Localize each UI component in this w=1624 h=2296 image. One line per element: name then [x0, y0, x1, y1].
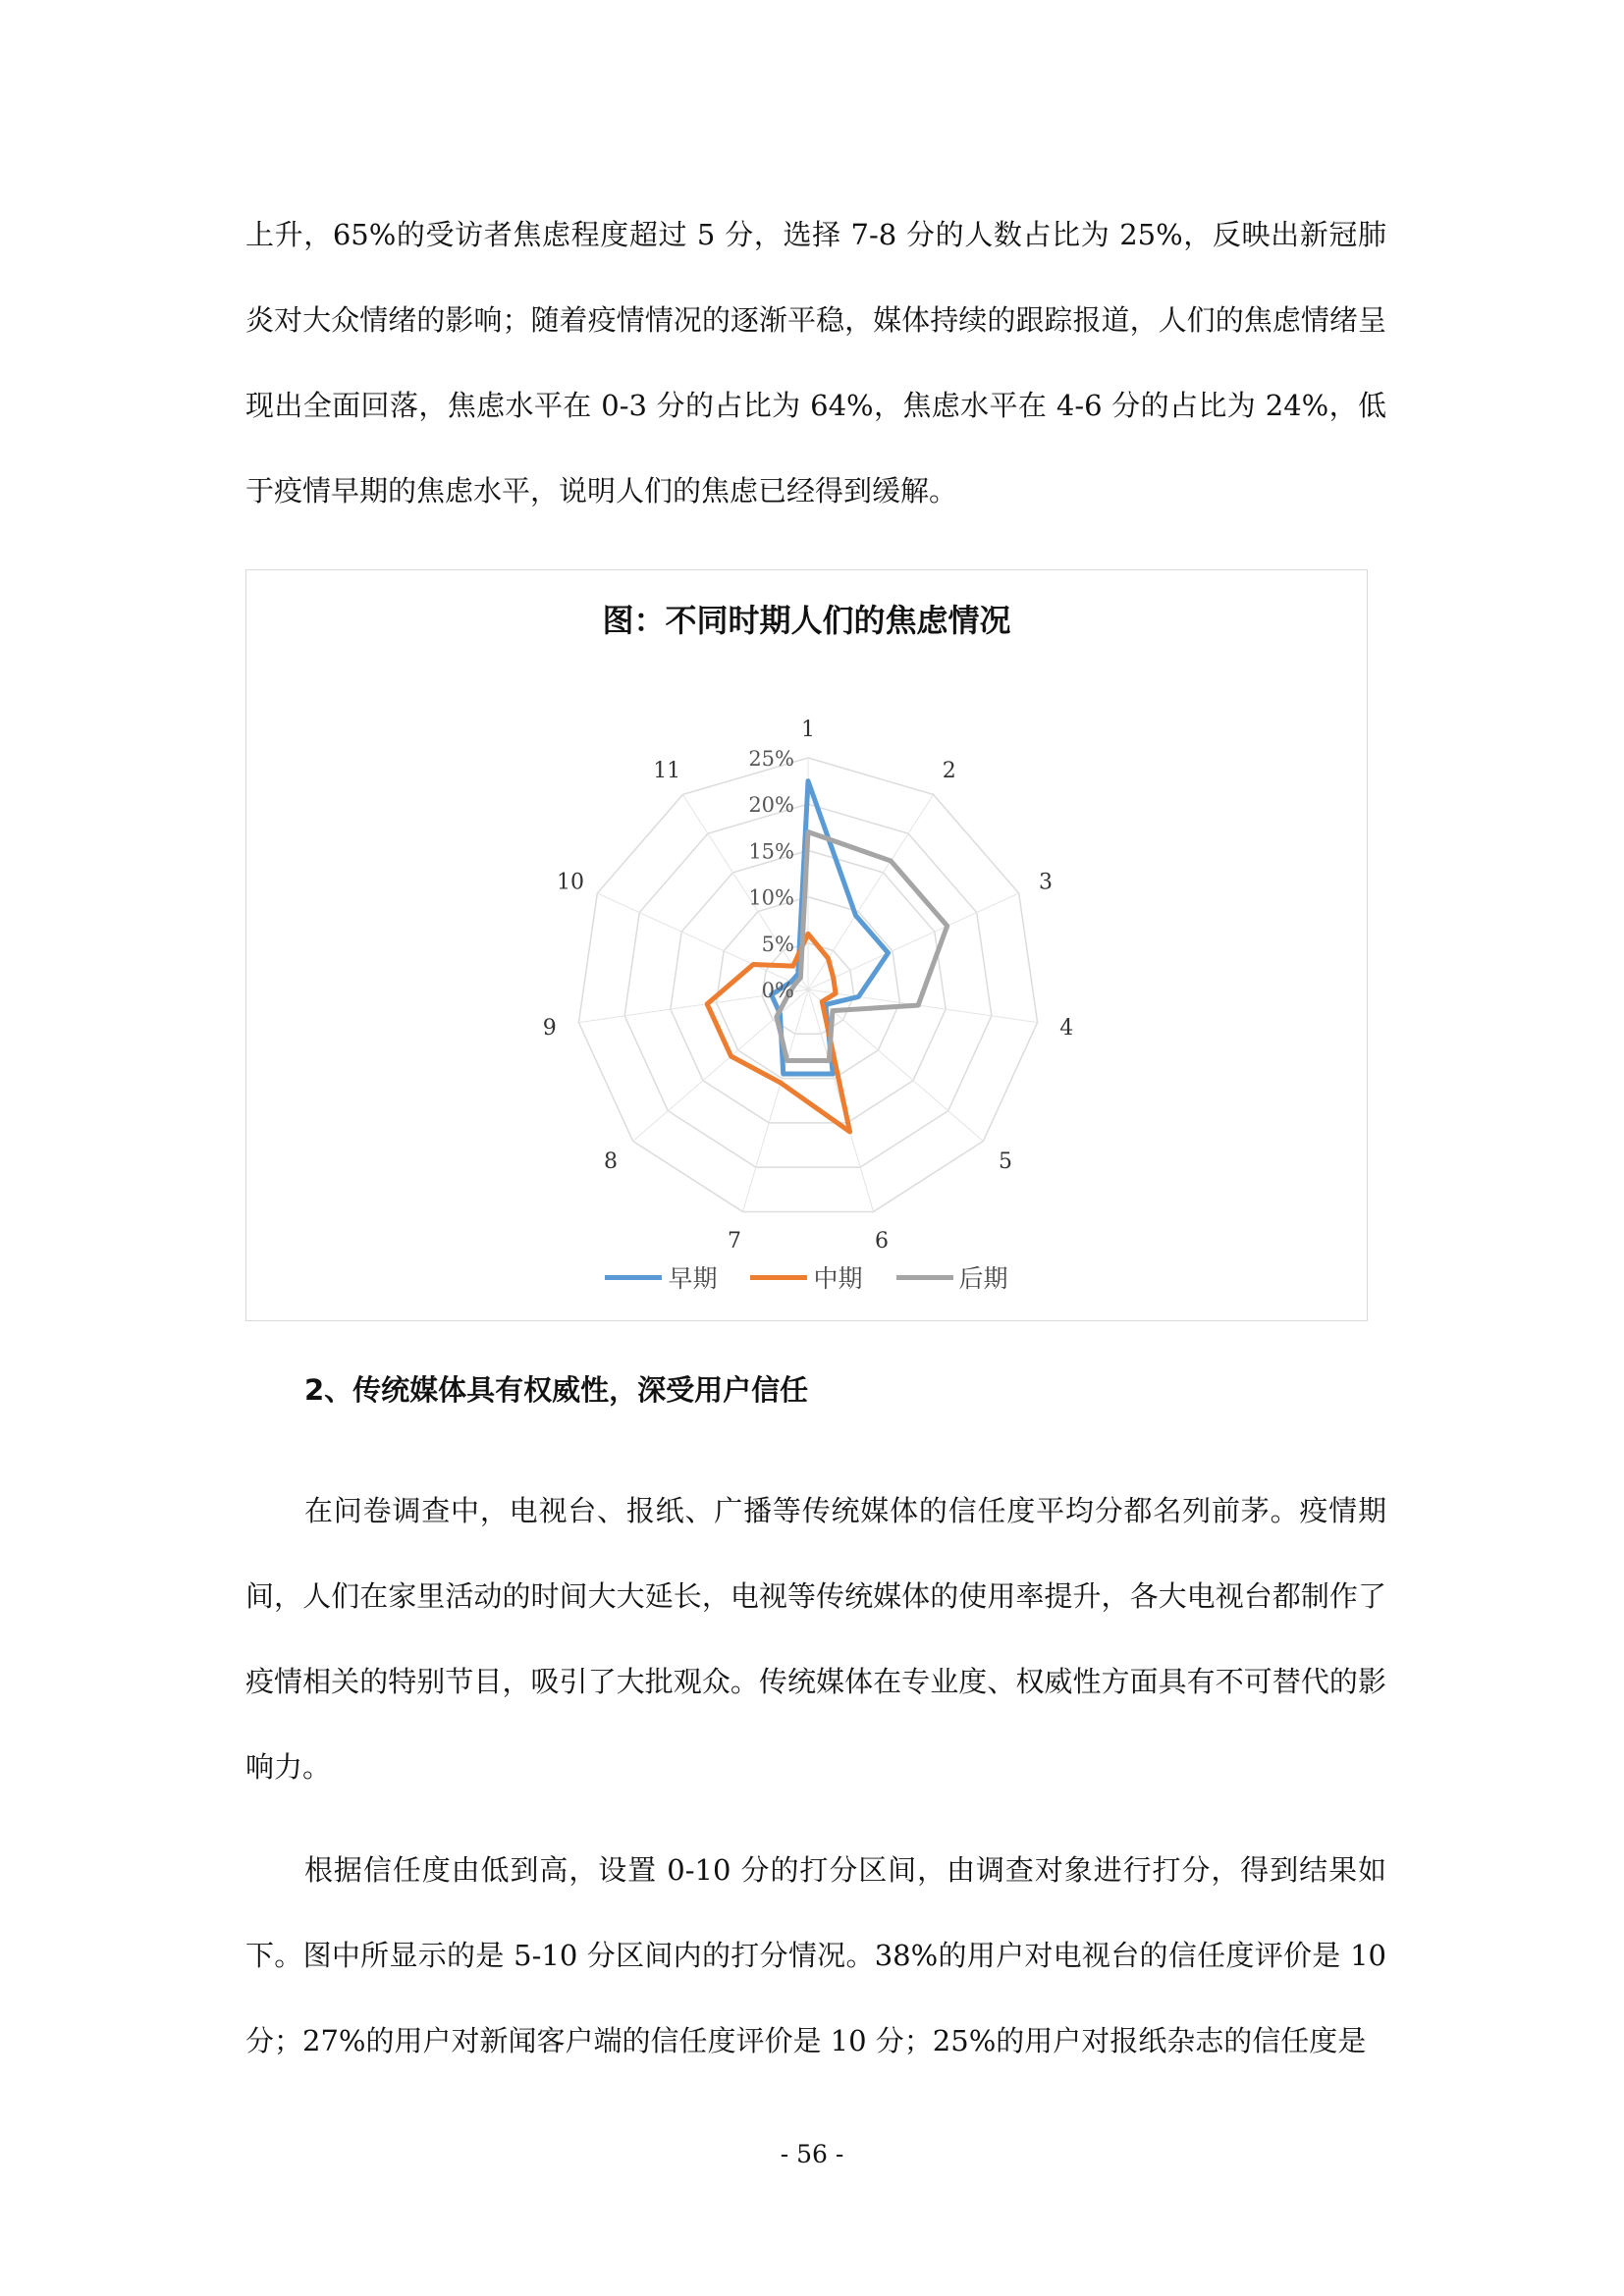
- legend-swatch: [605, 1275, 662, 1280]
- category-label: 4: [1059, 1015, 1074, 1041]
- category-label: 3: [1038, 870, 1053, 895]
- section-heading: 2、传统媒体具有权威性，深受用户信任: [304, 1373, 809, 1407]
- legend-label: 中期: [813, 1264, 863, 1293]
- paragraph-trust-score: 根据信任度由低到高，设置 0-10 分的打分区间，由调查对象进行打分，得到结果如下。图中所显示的是 5-10 分区间内的打分情况。38%的用户对电视台的信任度评价是 10 分；27%的用户对新闻客户端的信任度评价是 10 分；25%的用户对报纸杂志的信任度是: [245, 1853, 1386, 2057]
- category-label: 2: [942, 759, 956, 784]
- category-label: 6: [874, 1229, 889, 1255]
- legend-label: 早期: [668, 1264, 718, 1293]
- page-number: - 56 -: [780, 2140, 844, 2168]
- chart-legend: [246, 1259, 1367, 1295]
- category-label: 10: [557, 870, 585, 895]
- category-label: 9: [542, 1015, 557, 1041]
- radial-tick-label: 25%: [748, 747, 794, 771]
- grid-spoke: [743, 989, 808, 1211]
- legend-item-1: [605, 1259, 717, 1295]
- paragraph-traditional-media: 在问卷调查中，电视台、报纸、广播等传统媒体的信任度平均分都名列前茅。疫情期间，人们在家里活动的时间大大延长，电视等传统媒体的使用率提升，各大电视台都制作了疫情相关的特别节目，吸引了大批观众。传统媒体在专业度、权威性方面具有不可替代的影响力。: [245, 1494, 1386, 1784]
- radial-tick-label: 10%: [748, 885, 794, 910]
- radar-chart: [246, 570, 1369, 1322]
- radar-chart-container: [245, 569, 1368, 1321]
- category-label: 5: [999, 1149, 1013, 1175]
- legend-item-3: [896, 1259, 1008, 1295]
- category-label: 1: [801, 718, 815, 742]
- legend-swatch: [750, 1275, 807, 1280]
- category-label: 8: [603, 1149, 618, 1175]
- paragraph-anxiety-summary: 上升，65%的受访者焦虑程度超过 5 分，选择 7-8 分的人数占比为 25%，反映出新冠肺炎对大众情绪的影响；随着疫情情况的逐渐平稳，媒体持续的跟踪报道，人们的焦虑情绪呈现出全面回落，焦虑水平在 0-3 分的占比为 64%，焦虑水平在 4-6 分的占比为 24%，低于疫情早期的焦虑水平，说明人们的焦虑已经得到缓解。: [245, 218, 1386, 507]
- chart-title: 图：不同时期人们的焦虑情况: [602, 602, 1011, 639]
- radial-tick-label: 15%: [748, 839, 794, 864]
- category-label: 7: [728, 1229, 742, 1255]
- radial-tick-label: 20%: [748, 793, 794, 818]
- legend-item-2: [750, 1259, 862, 1295]
- category-label: 11: [653, 759, 681, 784]
- radial-tick-label: 0%: [761, 979, 794, 1002]
- radial-tick-label: 5%: [761, 932, 794, 956]
- legend-swatch: [896, 1275, 953, 1280]
- legend-label: 后期: [958, 1264, 1008, 1293]
